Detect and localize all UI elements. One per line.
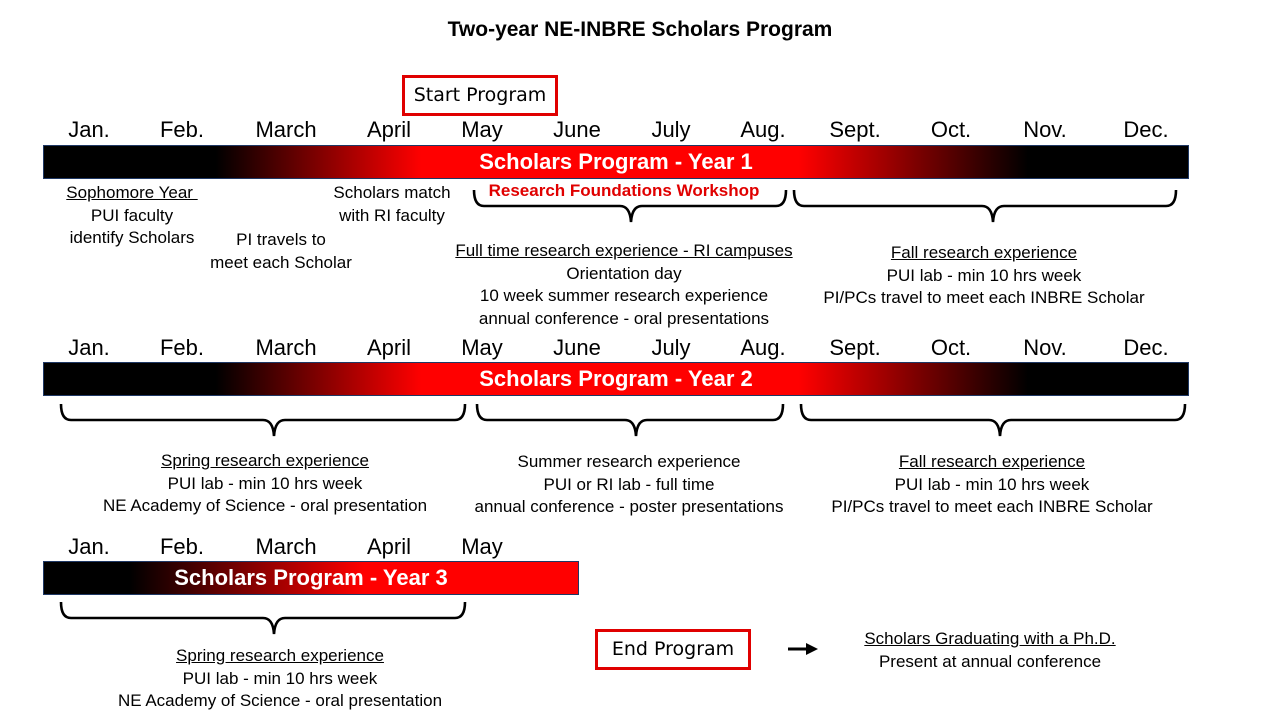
month-label: April (366, 117, 411, 142)
year2-summer-line1: PUI or RI lab - full time (543, 474, 715, 494)
month-label: July (651, 117, 691, 142)
month-label: Feb. (159, 335, 205, 360)
month-label: July (651, 335, 691, 360)
year1-fall-brace (790, 188, 1180, 228)
year1-summer-line2: 10 week summer research experience (479, 286, 769, 305)
month-label: April (366, 534, 411, 559)
year3-bar: Scholars Program - Year 3 (43, 561, 579, 595)
year2-summer-brace (473, 402, 793, 442)
year1-fall-line2: PI/PCs travel to meet each INBRE Scholar (823, 288, 1145, 307)
arrow-right-icon (788, 641, 820, 657)
year1-summer-text (430, 240, 818, 330)
scholars-match-line2: with RI faculty (339, 205, 445, 225)
month-label: Jan. (68, 117, 110, 142)
year1-fall-line1: PUI lab - min 10 hrs week (886, 265, 1082, 285)
outcome-text (840, 628, 1140, 673)
end-program-box: End Program (595, 629, 751, 670)
outcome-line1: Present at annual conference (878, 651, 1102, 671)
sophomore-line1: PUI faculty (90, 205, 174, 225)
month-label: Oct. (930, 117, 972, 142)
month-label: March (255, 534, 317, 559)
year2-spring-text (80, 450, 450, 518)
month-label: March (255, 335, 317, 360)
month-label: Oct. (930, 335, 972, 360)
year2-summer-heading: Summer research experience (517, 452, 741, 471)
diagram-title: Two-year NE-INBRE Scholars Program (447, 18, 833, 41)
month-label: May (461, 117, 503, 142)
month-label: Nov. (1023, 117, 1067, 142)
month-label: Dec. (1123, 335, 1169, 360)
year2-fall-text (808, 451, 1176, 519)
year2-spring-brace (57, 402, 473, 442)
year2-fall-line2: PI/PCs travel to meet each INBRE Scholar (831, 497, 1153, 516)
pi-travels-text (196, 229, 366, 274)
month-label: Dec. (1123, 117, 1169, 142)
month-label: June (553, 335, 601, 360)
year2-bar: Scholars Program - Year 2 (43, 362, 1189, 396)
month-label: Jan. (68, 335, 110, 360)
month-label: Feb. (159, 534, 205, 559)
year2-spring-heading: Spring research experience (161, 451, 369, 470)
sophomore-heading: Sophomore Year (66, 183, 198, 202)
year1-fall-heading: Fall research experience (890, 243, 1078, 262)
month-label: Sept. (829, 335, 881, 360)
year2-summer-line2: annual conference - poster presentations (474, 497, 784, 516)
year1-summer-line1: Orientation day (566, 263, 682, 283)
year3-spring-line1: PUI lab - min 10 hrs week (182, 668, 378, 688)
month-label: June (553, 117, 601, 142)
month-label: Nov. (1023, 335, 1067, 360)
year1-bar: Scholars Program - Year 1 (43, 145, 1189, 179)
year2-spring-line1: PUI lab - min 10 hrs week (167, 473, 363, 493)
year1-fall-text (800, 242, 1168, 310)
year2-summer-text (450, 451, 808, 519)
month-label: Feb. (159, 117, 205, 142)
scholars-match-line1: Scholars match (333, 183, 451, 202)
research-foundations-workshop: Research Foundations Workshop (488, 181, 760, 200)
month-label: Aug. (740, 117, 786, 142)
year3-spring-line2: NE Academy of Science - oral presentation (117, 691, 443, 710)
month-label: April (366, 335, 411, 360)
year2-fall-heading: Fall research experience (898, 452, 1086, 471)
pi-travels-line1: PI travels to (236, 230, 326, 249)
sophomore-line2: identify Scholars (69, 228, 195, 247)
year3-spring-brace (57, 600, 473, 640)
month-label: March (255, 117, 317, 142)
year3-spring-text (95, 645, 465, 713)
month-label: Aug. (740, 335, 786, 360)
year1-summer-line3: annual conference - oral presentations (478, 308, 770, 328)
year2-fall-brace (797, 402, 1192, 442)
year3-spring-heading: Spring research experience (176, 646, 384, 665)
pi-travels-line2: meet each Scholar (210, 252, 352, 272)
year1-summer-brace (470, 188, 790, 228)
month-label: May (461, 534, 503, 559)
scholars-match-text (322, 182, 462, 227)
month-label: Jan. (68, 534, 110, 559)
start-program-box: Start Program (402, 75, 558, 116)
year1-summer-heading: Full time research experience - RI campuses (455, 241, 793, 260)
sophomore-year-text (52, 182, 212, 250)
year2-spring-line2: NE Academy of Science - oral presentation (102, 496, 428, 515)
outcome-heading: Scholars Graduating with a Ph.D. (864, 629, 1116, 648)
month-label: Sept. (829, 117, 881, 142)
year2-fall-line1: PUI lab - min 10 hrs week (894, 474, 1090, 494)
month-label: May (461, 335, 503, 360)
